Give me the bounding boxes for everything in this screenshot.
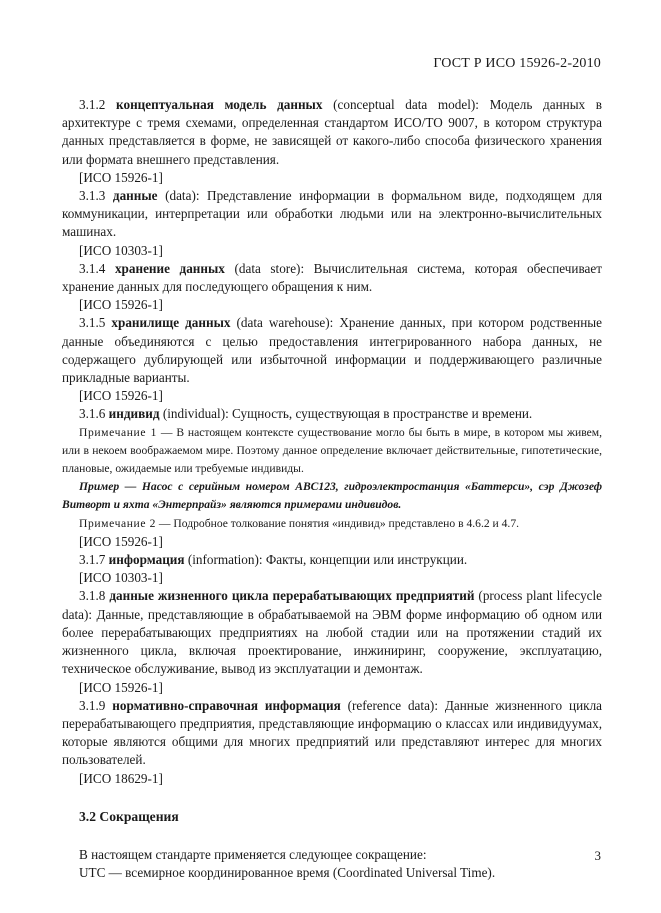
note-2 xyxy=(62,515,602,533)
term-text: : Вычислительная система, которая обеспечивает хранение данных для последующего обращения к ним. xyxy=(62,260,603,295)
term-number: 3.1.4 xyxy=(79,260,106,276)
term-name: данные жизненного цикла перерабатывающих предприятий xyxy=(109,588,475,604)
term-definition xyxy=(62,587,602,678)
term-definition xyxy=(62,551,602,569)
term-definition xyxy=(62,187,602,242)
term-number: 3.1.5 xyxy=(79,315,106,331)
term-name: хранилище данных xyxy=(111,315,231,331)
term-english: (process plant lifecycle data) xyxy=(62,588,603,622)
term-text: : Данные жизненного цикла перерабатывающего предприятия, представляющие информацию о классах или индивидуумах, которые являются общими для многих предприятий или представляют интерес для многих пользователей. xyxy=(62,697,603,768)
term-english: (individual) xyxy=(162,406,226,422)
term-english: (data store) xyxy=(234,260,301,276)
term-name: хранение данных xyxy=(114,260,225,276)
note-label: Примечание 2 xyxy=(79,516,156,530)
term-text: : Представление информации в формальном виде, подходящем для коммуникации, интерпретации или обработки людьми или на электронно-вычислительных машинах. xyxy=(62,188,603,240)
term-reference: [ИСО 10303-1] xyxy=(79,570,163,586)
term-english: (data warehouse) xyxy=(236,315,330,331)
term-name: концептуальная модель данных xyxy=(116,97,323,112)
section-title: 3.2 Сокращения xyxy=(79,808,179,824)
term-english: (information) xyxy=(187,552,259,568)
term-definition xyxy=(62,260,602,296)
term-definition xyxy=(62,697,602,770)
term-english: (data) xyxy=(165,188,196,204)
term-definition xyxy=(62,405,602,423)
term-text: : Данные, представляющие в обрабатываемой на ЭВМ форме информацию об одном или более перерабатывающих предприятиях на любой стадии или на протяжении стадий их жизненного цикла, включая проектирование, инжиниринг, сооружение, эксплуатацию, техническое обслуживание, вывод из эксплуатации и демонтаж. xyxy=(62,606,602,677)
term-english: (conceptual data model) xyxy=(333,97,476,112)
term-number: 3.1.2 xyxy=(79,97,106,112)
page-number: 3 xyxy=(594,848,601,863)
term-number: 3.1.8 xyxy=(79,588,106,604)
term-number: 3.1.3 xyxy=(79,188,106,204)
term-name: информация xyxy=(108,552,185,568)
term-text: : Факты, концепции или инструкции. xyxy=(258,552,468,568)
term-reference: [ИСО 15926-1] xyxy=(79,297,163,313)
note-label: Примечание 1 xyxy=(79,425,157,439)
note-text: — В настоящем контексте существование могло бы быть в мире, в котором мы живем, или в некоем воображаемом мире. Поэтому данное определение включает действительные, гипотетические, плановые, ожидаемые или требуемые индивиды. xyxy=(62,425,602,476)
term-text: : Хранение данных, при котором родственные данные объединяются с целью предоставления интегрированного набора данных, не содержащего дублирующей или избыточной информации и поддерживающего различные прикладные варианты. xyxy=(62,315,603,386)
example-text: Пример — Насос с серийным номером ABC123, гидроэлектростанция «Баттерси», сэр Джозеф Витворт и яхта «Энтерпрайз» являются примерами индивидов. xyxy=(62,480,602,512)
term-reference: [ИСО 15926-1] xyxy=(79,679,163,695)
term-reference: [ИСО 10303-1] xyxy=(79,242,163,258)
term-name: данные xyxy=(112,188,158,204)
term-reference: [ИСО 15926-1] xyxy=(79,388,163,404)
term-reference: [ИСО 18629-1] xyxy=(79,770,163,786)
section-intro: В настоящем стандарте применяется следующее сокращение: xyxy=(79,846,427,862)
term-text: : Модель данных в архитектуре с тремя схемами, определенная стандартом ИСО/ТО 9007, в котором структура данных представляется в форме, не зависящей от какого-либо способа физического хранения или формата внешнего представления. xyxy=(62,97,603,167)
document-body xyxy=(62,96,602,882)
term-reference: [ИСО 15926-1] xyxy=(79,533,163,549)
term-number: 3.1.7 xyxy=(79,552,106,568)
note-text: — Подробное толкование понятия «индивид» представлено в 4.6.2 и 4.7. xyxy=(156,516,520,530)
term-text: : Сущность, существующая в пространстве и времени. xyxy=(225,406,533,422)
document-header: ГОСТ Р ИСО 15926-2-2010 xyxy=(433,56,601,71)
abbreviation-entry: UTC — всемирное координированное время (Coordinated Universal Time). xyxy=(79,865,496,881)
term-number: 3.1.6 xyxy=(79,406,106,422)
term-reference: [ИСО 15926-1] xyxy=(79,169,163,185)
term-definition xyxy=(62,314,602,387)
term-english: (reference data) xyxy=(347,697,435,713)
term-number: 3.1.9 xyxy=(79,697,106,713)
term-definition xyxy=(62,96,602,169)
term-name: индивид xyxy=(108,406,160,422)
term-name: нормативно-справочная информация xyxy=(112,697,341,713)
note-1 xyxy=(62,424,602,479)
